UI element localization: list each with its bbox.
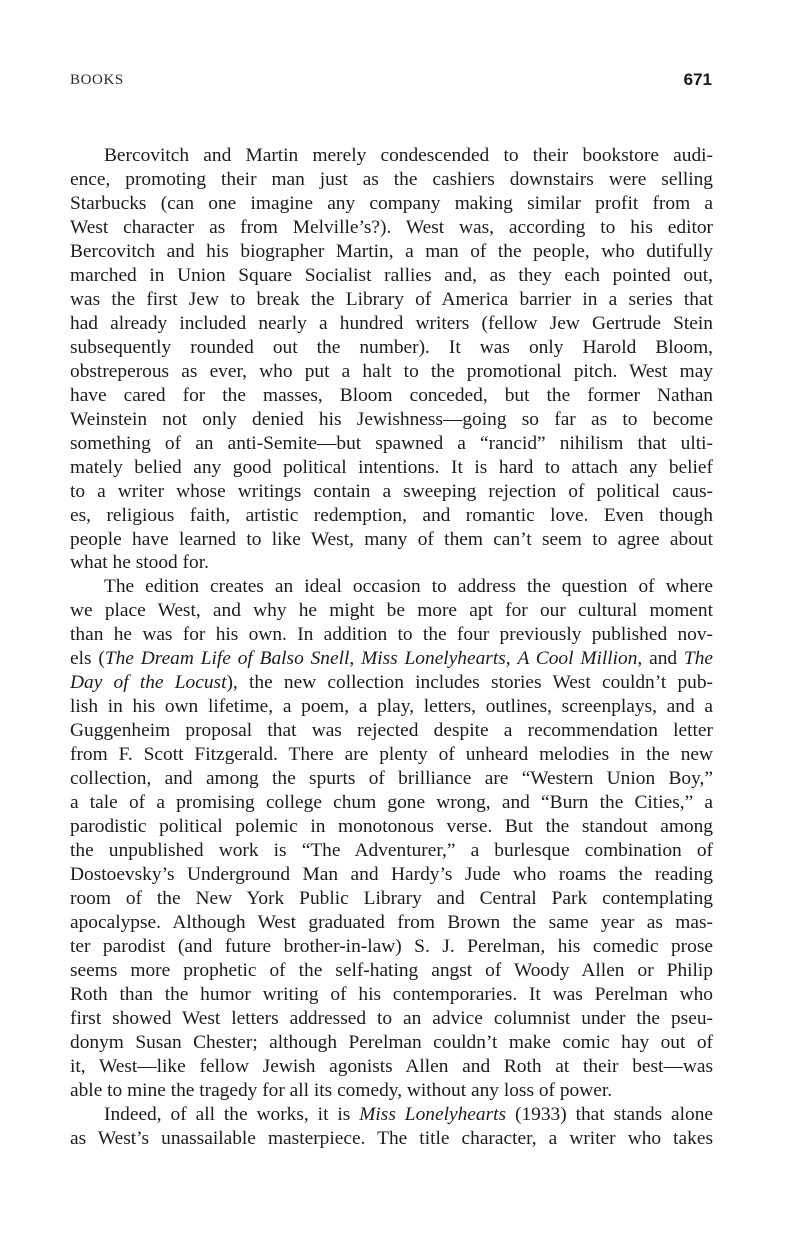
italic-title: The — [683, 648, 713, 670]
text-line — [70, 504, 713, 528]
text-line — [70, 384, 713, 408]
text-segment: , and — [637, 648, 684, 670]
text-line — [70, 695, 713, 719]
text-segment: than he was for his own. In addition to the four previously published nov- — [70, 624, 713, 646]
text-segment: Starbucks (can one imagine any company making similar profit from a — [70, 192, 713, 214]
text-segment: we place West, and why he might be more apt for our cultural moment — [70, 600, 713, 622]
text-line — [70, 719, 713, 743]
text-segment: first showed West letters addressed to an advice columnist under the pseu- — [70, 1007, 713, 1029]
text-segment: donym Susan Chester; although Perelman couldn’t make comic hay out of — [70, 1031, 713, 1053]
text-line — [70, 192, 713, 216]
page-number: 671 — [683, 70, 712, 89]
text-line — [70, 1103, 713, 1127]
text-segment: els ( — [70, 648, 105, 670]
italic-title: The Dream Life of Balso Snell — [104, 648, 350, 670]
text-line — [70, 911, 713, 935]
text-segment: , — [505, 648, 518, 670]
text-segment: a tale of a promising college chum gone wrong, and “Burn the Cities,” a — [70, 792, 713, 814]
text-segment: Roth than the humor writing of his contemporaries. It was Perelman who — [70, 983, 713, 1005]
text-line — [70, 336, 713, 360]
text-line — [70, 1055, 713, 1079]
text-segment: mately belied any good political intentions. It is hard to attach any belief — [70, 456, 713, 478]
body-text — [70, 144, 713, 1151]
text-segment: The edition creates an ideal occasion to address the question of where — [104, 576, 713, 598]
text-segment: apocalypse. Although West graduated from Brown the same year as mas- — [70, 912, 713, 933]
text-segment: Dostoevsky’s Underground Man and Hardy’s Jude who roams the reading — [70, 864, 713, 886]
text-segment: able to mine the tragedy for all its comedy, without any loss of power. — [70, 1079, 613, 1101]
text-line — [70, 1079, 713, 1103]
text-line — [70, 432, 713, 456]
text-segment: Bercovitch and Martin merely condescended to their bookstore audi- — [104, 145, 713, 166]
text-segment: the unpublished work is “The Adventurer,” a burlesque combination of — [70, 840, 713, 862]
text-segment: what he stood for. — [70, 552, 209, 574]
running-head: BOOKS — [70, 72, 124, 88]
text-segment: Bercovitch and his biographer Martin, a man of the people, who dutifully — [70, 240, 713, 262]
text-line — [70, 551, 713, 575]
text-line — [70, 1031, 713, 1055]
text-line — [70, 815, 713, 839]
text-line — [70, 408, 713, 432]
text-segment: Weinstein not only denied his Jewishness—going so far as to become — [70, 408, 713, 430]
text-segment: something of an anti-Semite—but spawned a “rancid” nihilism that ulti- — [70, 432, 713, 454]
text-segment: (1933) that stands alone — [506, 1103, 713, 1125]
text-line — [70, 312, 713, 336]
text-segment: had already included nearly a hundred writers (fellow Jew Gertrude Stein — [70, 312, 713, 334]
text-line — [70, 671, 713, 695]
text-segment: was the first Jew to break the Library of America barrier in a series that — [70, 288, 713, 310]
text-segment: have cared for the masses, Bloom conceded, but the former Nathan — [70, 384, 713, 406]
text-line — [70, 647, 713, 671]
text-line — [70, 743, 713, 767]
text-line — [70, 240, 713, 264]
text-segment: ), the new collection includes stories West couldn’t pub- — [226, 672, 713, 694]
text-line — [70, 599, 713, 623]
text-line — [70, 216, 713, 240]
text-line — [70, 863, 713, 887]
text-segment: es, religious faith, artistic redemption, and romantic love. Even though — [70, 504, 713, 526]
text-segment: West character as from Melville’s?). West was, according to his editor — [70, 216, 713, 238]
text-line — [70, 144, 713, 168]
italic-title: Miss Lonelyhearts — [359, 1103, 507, 1125]
text-line — [70, 767, 713, 791]
text-segment: people have learned to like West, many of them can’t seem to agree about — [70, 528, 713, 550]
text-line — [70, 839, 713, 863]
text-segment: it, West—like fellow Jewish agonists Allen and Roth at their best—was — [70, 1055, 713, 1077]
text-segment: ence, promoting their man just as the cashiers downstairs were selling — [70, 168, 713, 190]
text-line — [70, 791, 713, 815]
text-line — [70, 360, 713, 384]
text-segment: obstreperous as ever, who put a halt to the promotional pitch. West may — [70, 360, 713, 382]
text-segment: parodistic political polemic in monotonous verse. But the standout among — [70, 816, 713, 838]
italic-title: A Cool Million — [517, 648, 638, 670]
text-segment: lish in his own lifetime, a poem, a play, letters, outlines, screenplays, and a — [70, 696, 713, 718]
text-line — [70, 528, 713, 552]
text-segment: marched in Union Square Socialist rallies and, as they each pointed out, — [70, 264, 713, 286]
text-segment: ter parodist (and future brother-in-law) S. J. Perelman, his comedic prose — [70, 935, 713, 957]
text-line — [70, 935, 713, 959]
text-line — [70, 264, 713, 288]
text-segment: , — [349, 648, 362, 670]
text-line — [70, 456, 713, 480]
text-segment: to a writer whose writings contain a sweeping rejection of political caus- — [70, 480, 713, 502]
text-segment: Indeed, of all the works, it is — [104, 1103, 360, 1125]
italic-title: Miss Lonelyhearts — [361, 648, 506, 670]
text-line — [70, 983, 713, 1007]
text-line — [70, 959, 713, 983]
text-segment: from F. Scott Fitzgerald. There are plenty of unheard melodies in the new — [70, 744, 713, 766]
text-line — [70, 1127, 713, 1151]
text-segment: subsequently rounded out the number). It was only Harold Bloom, — [70, 336, 713, 358]
text-line — [70, 480, 713, 504]
text-segment: room of the New York Public Library and Central Park contemplating — [70, 888, 713, 910]
text-line — [70, 1007, 713, 1031]
text-segment: collection, and among the spurts of brilliance are “Western Union Boy,” — [70, 768, 713, 790]
text-line — [70, 623, 713, 647]
text-line — [70, 887, 713, 911]
italic-title: Day of the Locust — [70, 672, 227, 694]
text-line — [70, 168, 713, 192]
text-segment: seems more prophetic of the self-hating angst of Woody Allen or Philip — [70, 959, 713, 981]
text-segment: Guggenheim proposal that was rejected despite a recommendation letter — [70, 720, 713, 742]
text-line — [70, 288, 713, 312]
text-segment: as West’s unassailable masterpiece. The title character, a writer who takes — [70, 1127, 713, 1149]
text-line — [70, 575, 713, 599]
